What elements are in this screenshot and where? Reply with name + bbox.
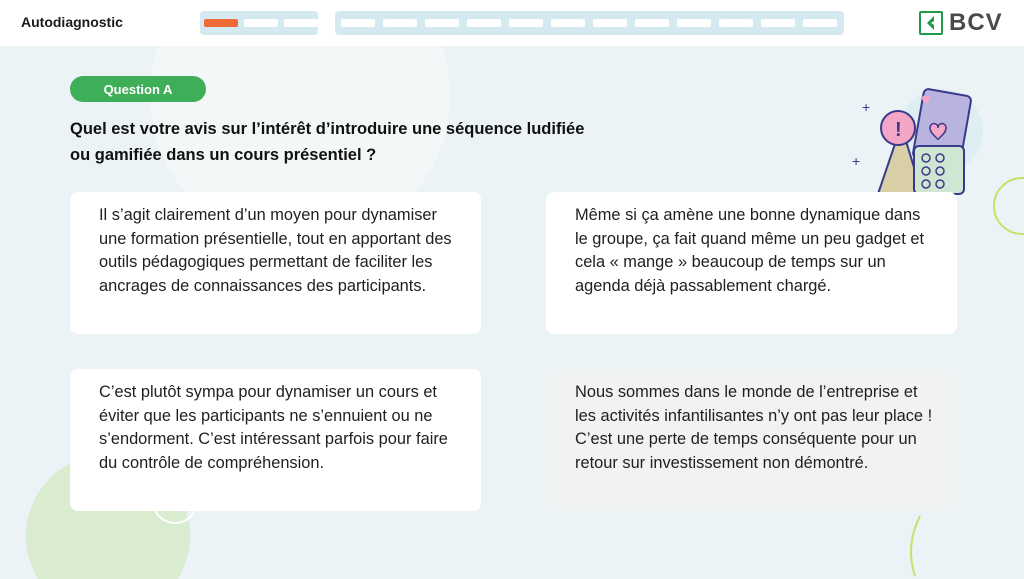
- svg-text:+: +: [852, 153, 861, 169]
- game-cards-dice-pawn-illustration: [846, 86, 986, 201]
- progress-group-2: [335, 11, 844, 35]
- bcv-logo: [919, 10, 1003, 36]
- progress-segment: [244, 19, 278, 27]
- progress-group-1: [200, 11, 318, 35]
- app-title: Autodiagnostic: [21, 14, 123, 30]
- progress-segment: [677, 19, 711, 27]
- answer-option-4[interactable]: Nous sommes dans le monde de l’entreprise et les activités infantilisantes n’y ont pas leur place ! C’est une perte de temps conséquente pour un retour sur investissement non démontré.: [546, 369, 957, 511]
- answer-option-2[interactable]: Même si ça amène une bonne dynamique dans le groupe, ça fait quand même un peu gadget et cela « mange » beaucoup de temps sur un agenda déjà passablement chargé.: [546, 192, 957, 334]
- brand-name: BCV: [949, 9, 1003, 36]
- progress-segment: [467, 19, 501, 27]
- question-text: Quel est votre avis sur l’intérêt d’introduire une séquence ludifiée ou gamifiée dans un cours présentiel ?: [70, 120, 585, 164]
- bcv-logo-icon: [919, 11, 943, 35]
- progress-segment: [593, 19, 627, 27]
- progress-segment: [551, 19, 585, 27]
- progress-segment: [509, 19, 543, 27]
- answer-option-1[interactable]: Il s’agit clairement d’un moyen pour dynamiser une formation présentielle, tout en apportant des outils pédagogiques permettant de faciliter les ancrages de connaissances des participants.: [70, 192, 481, 334]
- progress-segment: [803, 19, 837, 27]
- svg-text:!: !: [895, 119, 902, 141]
- progress-segment: [341, 19, 375, 27]
- svg-text:+: +: [862, 99, 871, 115]
- progress-segment: [719, 19, 753, 27]
- progress-segment: [425, 19, 459, 27]
- top-bar: [0, 0, 1024, 46]
- progress-segment: [383, 19, 417, 27]
- progress-segment-current: [204, 19, 238, 27]
- progress-segment: [284, 19, 318, 27]
- progress-segment: [635, 19, 669, 27]
- progress-segment: [761, 19, 795, 27]
- question-badge: Question A: [70, 76, 206, 102]
- answer-option-3[interactable]: C’est plutôt sympa pour dynamiser un cours et éviter que les participants ne s’ennuient ou ne s’endorment. C’est intéressant parfois pour faire du contrôle de compréhension.: [70, 369, 481, 511]
